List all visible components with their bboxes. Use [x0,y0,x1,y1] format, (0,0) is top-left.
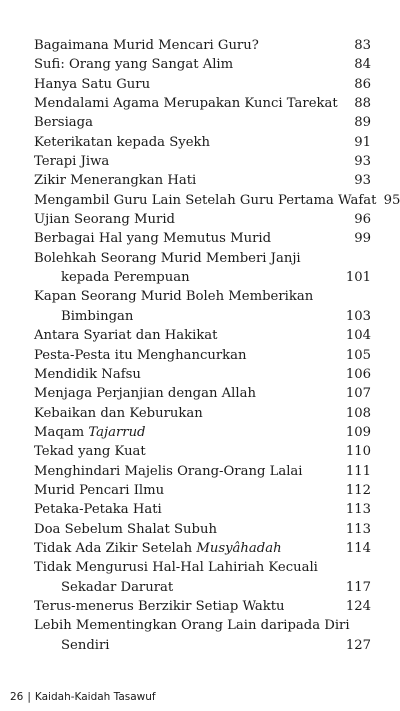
toc-entry-title: Maqam Tajarrud [34,424,146,440]
toc-entry-title: Tidak Mengurusi Hal-Hal Lahiriah Kecuali [34,560,318,576]
toc-entry-title: Bolehkah Seorang Murid Memberi Janji [34,250,301,266]
toc-entry [34,326,371,345]
page-footer [10,690,156,704]
toc-entry-page-number: 84 [354,57,371,73]
toc-entry-page-number: 99 [354,231,371,247]
toc-entry [34,113,371,132]
toc-entry-title: Keterikatan kepada Syekh [34,134,210,150]
toc-entry-title: Mendalami Agama Merupakan Kunci Tarekat [34,96,338,112]
toc-entry-page-number: 110 [345,444,371,460]
toc-entry-title: Menghindari Majelis Orang-Orang Lalai [34,463,303,479]
toc-entry-line [34,481,371,500]
toc-entry-title: Pesta-Pesta itu Menghancurkan [34,347,247,363]
toc-entry-page-number: 101 [345,270,371,286]
toc-entry-page-number: 117 [345,579,371,595]
toc-entry-title: Sufi: Orang yang Sangat Alim [34,57,234,73]
toc-entry-line [34,384,371,403]
footer-separator: | [27,691,31,703]
toc-entry-continuation-line [34,578,371,597]
toc-entry-line [34,462,371,481]
toc-entry-line [34,500,371,519]
toc-entry-title: Kapan Seorang Murid Boleh Memberikan [34,289,314,305]
toc-entry-page-number: 113 [345,521,371,537]
toc-entry [34,404,371,423]
toc-entry-page-number: 96 [354,212,371,228]
toc-entry-continuation-line [34,636,371,655]
toc-entry-line [34,539,371,558]
toc-entry-title: Terus-menerus Berzikir Setiap Waktu [34,598,285,614]
toc-entry-line [34,171,371,190]
toc-entry-page-number: 95 [383,192,400,208]
toc-entry [34,481,371,500]
toc-entry [34,133,371,152]
toc-entry-title: Menjaga Perjanjian dengan Allah [34,386,256,402]
toc-entry-title: Bersiaga [34,115,93,131]
italic-term: Tajarrud [88,424,146,440]
toc-entry-title: Kebaikan dan Keburukan [34,405,203,421]
toc-entry [34,442,371,461]
toc-entry-line [34,75,371,94]
toc-entry-line [34,442,371,461]
toc-entry [34,249,371,288]
toc-entry [34,500,371,519]
toc-entry-page-number: 124 [345,598,371,614]
toc-entry [34,75,371,94]
toc-entry-page-number: 88 [354,96,371,112]
toc-entry-continuation-line [34,268,371,287]
toc-entry [34,616,371,655]
toc-entry-line [34,94,371,113]
toc-entry-page-number: 91 [354,134,371,150]
toc-entry-line [34,191,400,210]
toc-entry-line [34,365,371,384]
toc-entry [34,462,371,481]
italic-term: Musyâhadah [196,540,282,556]
toc-entry-line [34,616,371,635]
toc-entry [34,558,371,597]
footer-page-number: 26 [10,691,24,703]
toc-entry-line [34,229,371,248]
toc-entry-line [34,36,371,55]
toc-entry [34,597,371,616]
toc-entry-title: Doa Sebelum Shalat Subuh [34,521,217,537]
toc-entry [34,152,371,171]
table-of-contents [34,36,400,655]
toc-entry-page-number: 104 [345,328,371,344]
toc-entry-title: Bagaimana Murid Mencari Guru? [34,38,259,53]
toc-entry-line [34,520,371,539]
toc-entry-line [34,346,371,365]
toc-entry-continuation-line [34,307,371,326]
toc-entry-page-number: 89 [354,115,371,131]
toc-entry-page-number: 108 [345,405,371,421]
toc-entry-title: Hanya Satu Guru [34,76,151,92]
toc-entry-line [34,326,371,345]
toc-entry-title: kepada Perempuan [61,270,190,286]
toc-entry-page-number: 86 [354,76,371,92]
toc-entry [34,94,371,113]
toc-entry [34,287,371,326]
toc-entry-page-number: 105 [345,347,371,363]
toc-entry [34,384,371,403]
toc-entry-title: Berbagai Hal yang Memutus Murid [34,231,272,247]
toc-entry [34,171,371,190]
toc-entry-line [34,210,371,229]
toc-entry-page-number: 113 [345,502,371,518]
toc-entry [34,229,371,248]
toc-entry-page-number: 83 [354,38,371,53]
toc-entry-page-number: 112 [345,482,371,498]
toc-entry-page-number: 103 [345,308,371,324]
toc-entry [34,36,371,55]
toc-entry-title: Ujian Seorang Murid [34,212,175,228]
toc-entry-line [34,133,371,152]
toc-entry-title: Sekadar Darurat [61,579,174,595]
toc-entry-title: Murid Pencari Ilmu [34,482,165,498]
toc-entry-title: Tekad yang Kuat [34,444,146,460]
toc-entry-page-number: 106 [345,366,371,382]
toc-entry-line [34,249,371,268]
toc-entry-title: Mengambil Guru Lain Setelah Guru Pertama Wafat [34,192,377,208]
toc-entry-page-number: 109 [345,424,371,440]
toc-entry-page-number: 114 [345,540,371,556]
toc-entry-line [34,404,371,423]
toc-entry-page-number: 127 [345,637,371,653]
toc-entry-title: Zikir Menerangkan Hati [34,173,197,189]
toc-entry-line [34,423,371,442]
toc-entry-title: Lebih Mementingkan Orang Lain daripada Diri [34,618,350,634]
toc-entry-title: Antara Syariat dan Hakikat [34,328,218,344]
toc-entry [34,55,371,74]
toc-entry-line [34,597,371,616]
toc-entry-line [34,287,371,306]
footer-book-title: Kaidah-Kaidah Tasawuf [34,691,156,703]
toc-entry [34,520,371,539]
toc-entry-page-number: 93 [354,154,371,170]
toc-entry [34,191,400,210]
toc-entry-title: Petaka-Petaka Hati [34,502,162,518]
toc-entry [34,210,371,229]
toc-entry-title: Tidak Ada Zikir Setelah Musyâhadah [34,540,282,556]
toc-entry-line [34,152,371,171]
toc-entry-page-number: 111 [345,463,371,479]
toc-entry-line [34,55,371,74]
toc-entry-page-number: 107 [345,386,371,402]
toc-entry [34,423,371,442]
toc-entry [34,346,371,365]
toc-entry-title: Terapi Jiwa [34,154,110,170]
toc-entry-line [34,113,371,132]
toc-entry [34,539,371,558]
toc-entry-page-number: 93 [354,173,371,189]
toc-entry-title: Mendidik Nafsu [34,366,141,382]
toc-entry-line [34,558,371,577]
toc-entry-title: Sendiri [61,637,110,653]
toc-entry-title: Bimbingan [61,308,134,324]
toc-entry [34,365,371,384]
